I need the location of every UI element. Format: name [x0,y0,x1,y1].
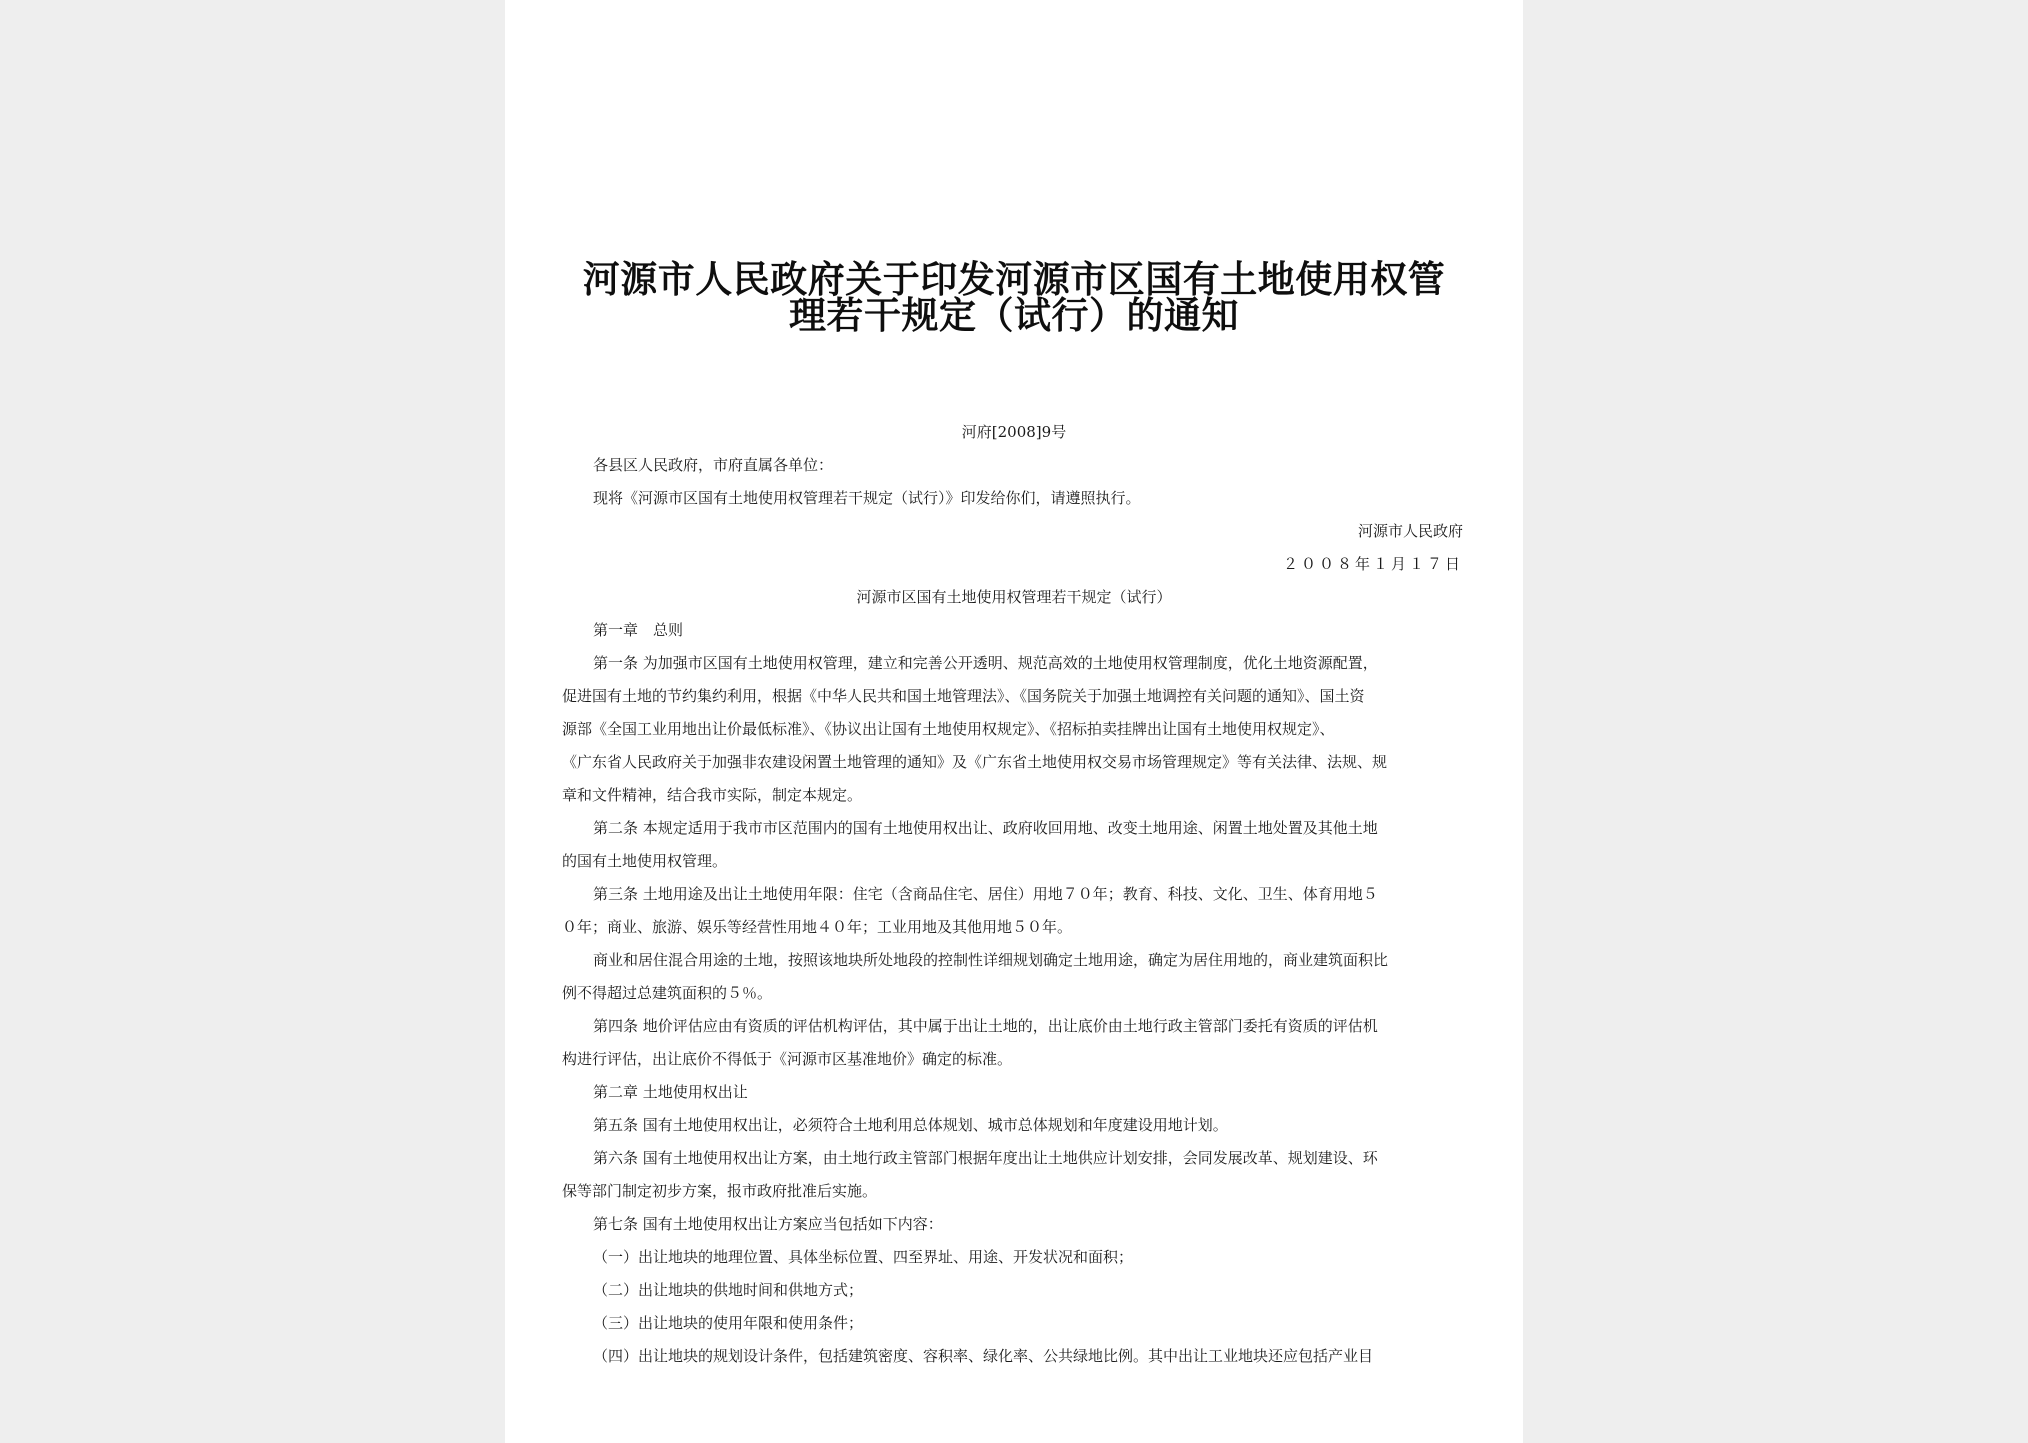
list-item: （三）出让地块的使用年限和使用条件； [593,1314,864,1332]
list-item: （四）出让地块的规划设计条件，包括建筑密度、容积率、绿化率、公共绿地比例。其中出让工业地块还应包括产业目 [593,1347,1374,1365]
paragraph-line: 第四条 地价评估应由有资质的评估机构评估，其中属于出让土地的，出让底价由土地行政主管部门委托有资质的评估机 [593,1017,1378,1035]
paragraph-line: 第三条 土地用途及出让土地使用年限：住宅（含商品住宅、居住）用地７０年；教育、科技、文化、卫生、体育用地５ [593,885,1378,903]
regulation-title: 河源市区国有土地使用权管理若干规定（试行） [856,588,1172,606]
chapter-heading: 第二章 土地使用权出让 [593,1083,748,1101]
document-number: 河府[2008]9号 [961,423,1067,441]
issuer: 河源市人民政府 [1357,522,1463,540]
title-line-2: 理若干规定（试行）的通知 [789,293,1239,337]
document-title [555,257,1473,337]
paragraph-line: 促进国有土地的节约集约利用，根据《中华人民共和国土地管理法》、《国务院关于加强土地调控有关问题的通知》、国土资 [562,687,1365,705]
chapter-heading: 第一章 总则 [593,621,684,639]
paragraph-line: 例不得超过总建筑面积的５％。 [562,984,773,1002]
addressee: 各县区人民政府，市府直属各单位： [593,456,834,474]
list-item: （二）出让地块的供地时间和供地方式； [593,1281,864,1299]
paragraph-line: 第六条 国有土地使用权出让方案，由土地行政主管部门根据年度出让土地供应计划安排，会同发展改革、规划建设、环 [593,1149,1378,1167]
notice-text: 现将《河源市区国有土地使用权管理若干规定（试行）》印发给你们，请遵照执行。 [593,489,1141,507]
title-line-1: 河源市人民政府关于印发河源市区国有土地使用权管 [582,257,1446,301]
paragraph-line: 第二条 本规定适用于我市市区范围内的国有土地使用权出让、政府收回用地、改变土地用途、闲置土地处置及其他土地 [593,819,1378,837]
paragraph-line: 源部《全国工业用地出让价最低标准》、《协议出让国有土地使用权规定》、《招标拍卖挂牌出让国有土地使用权规定》、 [562,720,1335,738]
issue-date: ２００８年１月１７日 [1282,555,1463,573]
paragraph-line: 第七条 国有土地使用权出让方案应当包括如下内容： [593,1215,943,1233]
paragraph-line: 第一条 为加强市区国有土地使用权管理，建立和完善公开透明、规范高效的土地使用权管理制度，优化土地资源配置， [593,654,1378,672]
paragraph-line: 第五条 国有土地使用权出让，必须符合土地利用总体规划、城市总体规划和年度建设用地计划。 [593,1116,1228,1134]
paragraph-line: 的国有土地使用权管理。 [562,852,728,870]
document-page [505,0,1523,1443]
paragraph-line: 保等部门制定初步方案，报市政府批准后实施。 [562,1182,878,1200]
list-item: （一）出让地块的地理位置、具体坐标位置、四至界址、用途、开发状况和面积； [593,1248,1134,1266]
paragraph-line: 章和文件精神，结合我市实际，制定本规定。 [562,786,863,804]
paragraph-line: ０年；商业、旅游、娱乐等经营性用地４０年；工业用地及其他用地５０年。 [562,918,1073,936]
paragraph-line: 构进行评估，出让底价不得低于《河源市区基准地价》确定的标准。 [562,1050,1013,1068]
paragraph-line: 《广东省人民政府关于加强非农建设闲置土地管理的通知》及《广东省土地使用权交易市场管理规定》等有关法律、法规、规 [562,753,1388,771]
paragraph-line: 商业和居住混合用途的土地，按照该地块所处地段的控制性详细规划确定土地用途，确定为居住用地的，商业建筑面积比 [593,951,1389,969]
